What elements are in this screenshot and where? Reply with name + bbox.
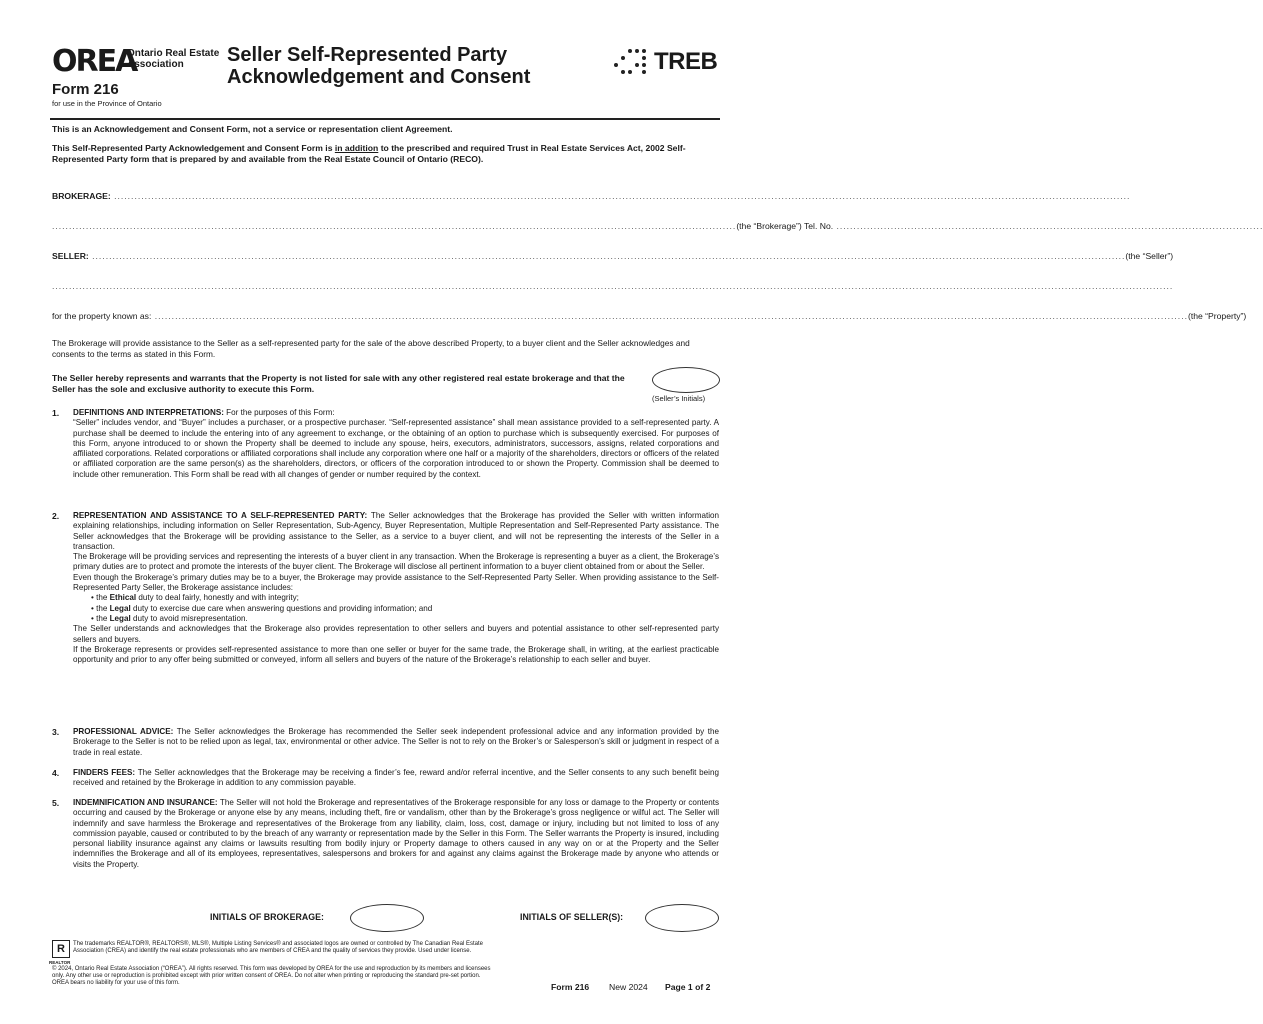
footer-form-number: Form 216 (551, 982, 590, 992)
header-divider (50, 118, 720, 120)
treb-wordmark: TREB (654, 48, 718, 75)
brokerage-initials-box[interactable] (350, 904, 424, 932)
seller-initials-box[interactable] (652, 367, 720, 393)
intro-line-2: This Self-Represented Party Acknowledgement and Consent Form is in addition to the prescribed and required Trust in Real Estate Services Act, 2002 Self-Represented Party form that is prepared by and available from the Real Estate Council of Ontario (RECO). (52, 143, 686, 165)
seller-line-2[interactable]: ........................................................................................................................................................................................................................................................................................................................................... (52, 281, 1174, 291)
trademark-notice: The trademarks REALTOR®, REALTORS®, MLS®, Multiple Listing Services® and associated logos are owned or controlled by The Canadian Real Estate Association (CREA) and identify the real estate professionals who are members of CREA and the quality of services they provide. Used under license. (73, 941, 483, 954)
section-2-number: 2. (52, 511, 60, 521)
section-5: INDEMNIFICATION AND INSURANCE: The Seller will not hold the Brokerage and representatives of the Brokerage responsible for any loss or damage to the Property or contents occurring and caused by the Brokerage or anyone else by any means, including theft, fire or vandalism, other than by the Brokerage’s gross negligence or wilful act. The Seller will indemnify and save harmless the Brokerage and representatives of the Brokerage from any liability, claim, loss, cost, damage or injury, including but not limited to loss of any commission payable, caused or contributed to by the breach of any warranty or representation made by the Seller in this Form. The Seller warrants the Property is insured, including personal liability insurance against any claims or lawsuits resulting from bodily injury or Property damage to others caused in any way on or at the Property and the Seller indemnifies the Brokerage and all of its employees, representatives, salespersons and brokers for and against any claims against the Brokerage made by anyone who attends or visits the Property. (73, 798, 719, 869)
seller-initials-footer-box[interactable] (645, 904, 719, 932)
page-title: Seller Self-Represented Party Acknowledgement and Consent (227, 44, 531, 88)
seller-initials-footer-label: INITIALS OF SELLER(S): (520, 912, 624, 922)
section-4: FINDERS FEES: The Seller acknowledges that the Brokerage may be receiving a finder’s fee, reward and/or referral incentive, and the Seller consents to any such benefit being received and retained by the Brokerage in addition to any commission payable. (73, 768, 719, 788)
bullet-ethical: • the Ethical duty to deal fairly, honestly and with integrity; (91, 593, 299, 603)
treb-dots-icon (612, 47, 652, 77)
orea-logo: OREA (52, 44, 137, 79)
section-3: PROFESSIONAL ADVICE: The Seller acknowledges the Brokerage has recommended the Seller seek independent professional advice and any information provided by the Brokerage to the Seller is not to be relied upon as legal, tax, environmental or other advice. The Seller is not to rely on the Broker’s or Salesperson’s skill or judgment in respect of a trade in real estate. (73, 727, 720, 757)
form-number: Form 216 (52, 81, 119, 98)
realtor-logo-icon: R (52, 940, 70, 958)
footer-date: New 2024 (609, 982, 648, 992)
section-3-number: 3. (52, 727, 60, 737)
seller-initials-label: (Seller’s Initials) (652, 394, 706, 403)
province-note: for use in the Province of Ontario (52, 99, 162, 108)
bullet-legal-misrep: • the Legal duty to avoid misrepresentation. (91, 613, 248, 623)
section-5-number: 5. (52, 798, 60, 808)
brokerage-tel-field[interactable]: .......................................................................................................................................................................................................... (the “Brokerage”) Tel. No. .............................................................................................................................. (52, 221, 1263, 231)
bullet-legal-care: • the Legal duty to exercise due care when answering questions and providing information; and (91, 603, 433, 613)
copyright-notice: © 2024, Ontario Real Estate Association (“OREA”). All rights reserved. This form was developed by OREA for the use and reproduction by its members and licensees only. Any other use or reproduction is prohibited except with prior written consent of OREA. Do not alter when printing or reproducing the standard pre-set portion. OREA bears no liability for your use of this form. (52, 966, 491, 986)
property-field[interactable]: for the property known as: ................................................................................................................................................................................................................................................................................................................. (the “Property”) (52, 311, 1247, 321)
page-number: Page 1 of 2 (665, 982, 711, 992)
section-2: REPRESENTATION AND ASSISTANCE TO A SELF-REPRESENTED PARTY: The Seller acknowledges that the Brokerage has provided the Seller with written information explaining relationships, including information on Seller Representation, Sub-Agency, Buyer Representation, Multiple Representation and Self-Represented Party assistance. The Seller acknowledges that the Brokerage will be providing assistance to the Seller, as a service to a buyer client, and will not be representing the interests of the Seller in a transaction. The Brokerage will be providing services and representing the interests of a buyer client in any transaction. When the Brokerage is representing a buyer as a client, the Brokerage’s primary duties are to protect and promote the interests of the buyer client. The Brokerage will disclose all pertinent information to a buyer client obtained from or about the Seller. Even though the Brokerage’s primary duties may be to a buyer, the Brokerage may provide assistance to the Self-Represented Party Seller. When providing assistance to the Self-Represented Party Seller, the Brokerage assistance includes: • the Ethical duty to deal fairly, honestly and with integrity; • the Legal duty to exercise due care when answering questions and providing information; and • the Legal duty to avoid misrepresentation. The Seller understands and acknowledges that the Brokerage also provides representation to other sellers and buyers and potential assistance to other self-represented party sellers and buyers. If the Brokerage represents or provides self-represented assistance to more than one seller or buyer for the same trade, the Brokerage shall, in writing, at the earliest practicable opportunity and prior to any offer being submitted or conveyed, inform all sellers and buyers of the nature of the Brokerage’s relationship to each seller and buyer. (73, 511, 719, 665)
realtor-word: REALTOR (49, 960, 71, 965)
section-4-number: 4. (52, 768, 60, 778)
assistance-paragraph: The Brokerage will provide assistance to the Seller as a self-represented party for the sale of the above described Property, to a buyer client and the Seller acknowledges and consents to the terms as stated in this Form. (52, 338, 690, 360)
brokerage-field[interactable]: BROKERAGE: ............................................................................................................................................................................................................................................................................................................ (52, 191, 1131, 201)
treb-logo (612, 47, 717, 77)
warranty-paragraph: The Seller hereby represents and warrants that the Property is not listed for sale with any other registered real estate brokerage and that the Seller has the sole and exclusive authority to execute this Form. (52, 373, 625, 395)
brokerage-initials-label: INITIALS OF BROKERAGE: (210, 912, 324, 922)
section-1-number: 1. (52, 408, 60, 418)
intro-line-1: This is an Acknowledgement and Consent Form, not a service or representation client Agreement. (52, 124, 453, 134)
section-1: DEFINITIONS AND INTERPRETATIONS: For the purposes of this Form: “Seller” includes vendor, and “Buyer” includes a purchaser, or a prospective purchaser. “Self-represented assistance” shall mean assistance provided to a self-represented party. A purchase shall be deemed to include the entering into of any agreement to exchange, or the obtaining of an option to purchase which is subsequently exercised. For purposes of this Form, anyone introduced to or shown the Property shall be deemed to include any spouse, heirs, executors, administrators, successors, assigns, related corporations and affiliated corporations. Related corporations or affiliated corporations shall include any corporation where one half or a majority of the shareholders, directors or officers of the related or affiliated corporation are the same person(s) as the shareholders, directors, or officers of the corporation introduced to or shown the Property. Commission shall be deemed to include other remuneration. This Form shall be read with all changes of gender or number required by the context. (73, 408, 719, 479)
orea-logo-subtitle: Ontario Real Estate Association (127, 48, 220, 70)
seller-field[interactable]: SELLER: ................................................................................................................................................................................................................................................................................................................. (the “Seller”) (52, 251, 1174, 261)
